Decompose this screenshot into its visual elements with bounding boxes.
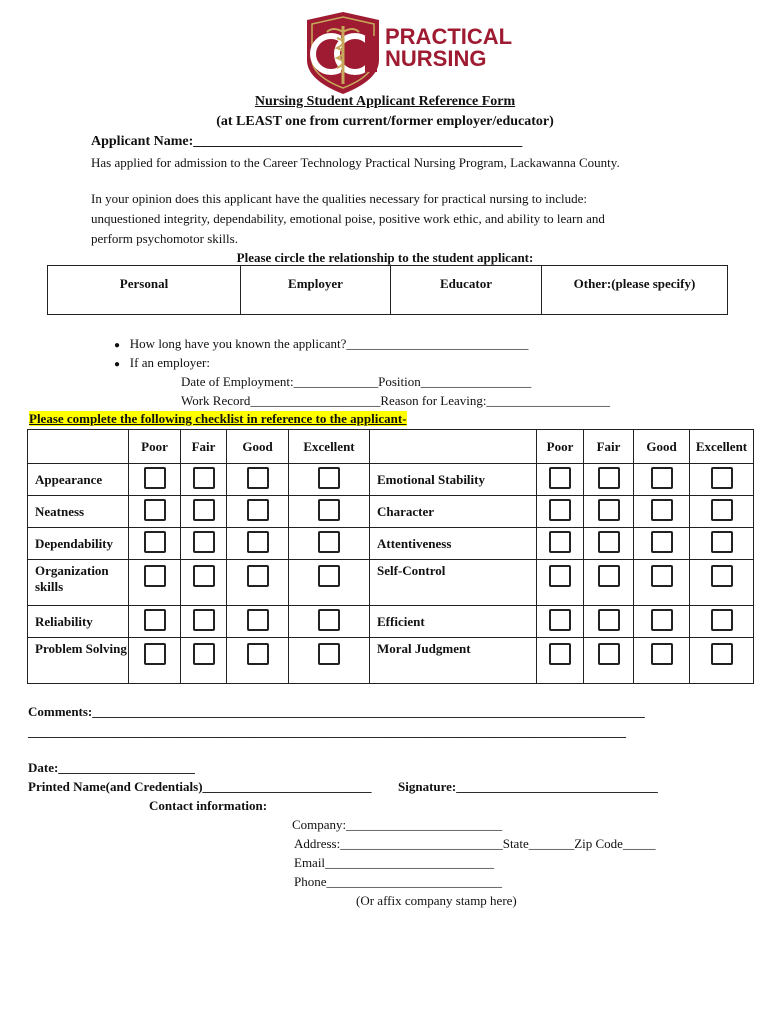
- checkbox-dependability-poor[interactable]: [144, 531, 166, 553]
- checkbox-appearance-excellent[interactable]: [318, 467, 340, 489]
- header-blank: [370, 430, 537, 464]
- checklist-row: [28, 528, 754, 560]
- checkbox-appearance-poor[interactable]: [144, 467, 166, 489]
- opinion-line-2: unquestioned integrity, dependability, emotional poise, positive work ethic, and ability to learn and: [91, 211, 605, 226]
- checkbox-self-control-poor[interactable]: [549, 565, 571, 587]
- bullet-if-employer: [114, 355, 210, 371]
- trait-attentiveness: Attentiveness: [370, 528, 537, 560]
- logo-line1: PRACTICAL: [385, 24, 513, 49]
- trait-appearance: Appearance: [28, 464, 129, 496]
- checkbox-efficient-excellent[interactable]: [711, 609, 733, 631]
- trait-self-control: Self-Control: [370, 560, 537, 606]
- address-field[interactable]: Address:_________________________State_______Zip Code_____: [294, 836, 656, 851]
- printed-name-field[interactable]: Printed Name(and Credentials)__________________________: [28, 779, 372, 794]
- opinion-line-1: In your opinion does this applicant have the qualities necessary for practical nursing to include:: [91, 191, 588, 206]
- header-fair: Fair: [584, 430, 634, 464]
- checkbox-self-control-good[interactable]: [651, 565, 673, 587]
- logo-line2: NURSING: [385, 46, 487, 71]
- header-excellent: Excellent: [289, 430, 370, 464]
- checkbox-moral-judgment-poor[interactable]: [549, 643, 571, 665]
- checkbox-dependability-good[interactable]: [247, 531, 269, 553]
- checkbox-problem-solving-excellent[interactable]: [318, 643, 340, 665]
- checkbox-moral-judgment-fair[interactable]: [598, 643, 620, 665]
- header-excellent: Excellent: [690, 430, 754, 464]
- checkbox-moral-judgment-good[interactable]: [651, 643, 673, 665]
- checklist-header-row: [28, 430, 754, 464]
- signature-field[interactable]: Signature:_______________________________: [398, 779, 658, 794]
- program-logo: [303, 12, 513, 94]
- comments-line-2[interactable]: ____________________________________________________________________________________________: [28, 724, 626, 739]
- if-employer-label: If an employer:: [129, 355, 210, 370]
- checkbox-attentiveness-good[interactable]: [651, 531, 673, 553]
- checkbox-reliability-excellent[interactable]: [318, 609, 340, 631]
- date-of-employment-field[interactable]: Date of Employment:_____________Position_________________: [181, 374, 532, 389]
- checkbox-dependability-fair[interactable]: [193, 531, 215, 553]
- checklist-row: [28, 638, 754, 684]
- checklist-row: [28, 606, 754, 638]
- checkbox-efficient-poor[interactable]: [549, 609, 571, 631]
- checkbox-self-control-fair[interactable]: [598, 565, 620, 587]
- checklist-row: [28, 464, 754, 496]
- checkbox-organization-skills-good[interactable]: [247, 565, 269, 587]
- date-field[interactable]: Date:_____________________: [28, 760, 195, 775]
- relationship-educator[interactable]: Educator: [391, 266, 542, 315]
- checklist-heading: Please complete the following checklist in reference to the applicant-: [29, 411, 407, 426]
- checkbox-character-fair[interactable]: [598, 499, 620, 521]
- header-blank: [28, 430, 129, 464]
- trait-reliability: Reliability: [28, 606, 129, 638]
- checkbox-self-control-excellent[interactable]: [711, 565, 733, 587]
- checkbox-emotional-stability-good[interactable]: [651, 467, 673, 489]
- checkbox-efficient-good[interactable]: [651, 609, 673, 631]
- trait-efficient: Efficient: [370, 606, 537, 638]
- relationship-prompt: Please circle the relationship to the student applicant:: [236, 250, 534, 265]
- bullet-icon: ●: [114, 340, 121, 351]
- contact-info-label: Contact information:: [149, 798, 268, 813]
- checkbox-moral-judgment-excellent[interactable]: [711, 643, 733, 665]
- form-subtitle: (at LEAST one from current/former employer/educator): [216, 114, 554, 129]
- trait-neatness: Neatness: [28, 496, 129, 528]
- bullet-how-long: [114, 336, 528, 352]
- checkbox-organization-skills-excellent[interactable]: [318, 565, 340, 587]
- company-field[interactable]: Company:________________________: [292, 817, 503, 832]
- phone-field[interactable]: Phone___________________________: [294, 874, 502, 889]
- relationship-employer[interactable]: Employer: [241, 266, 391, 315]
- company-stamp-note: (Or affix company stamp here): [356, 893, 517, 908]
- checklist-table: [27, 429, 754, 684]
- checkbox-reliability-good[interactable]: [247, 609, 269, 631]
- checkbox-attentiveness-poor[interactable]: [549, 531, 571, 553]
- relationship-personal[interactable]: Personal: [48, 266, 241, 315]
- trait-emotional-stability: Emotional Stability: [370, 464, 537, 496]
- checkbox-character-excellent[interactable]: [711, 499, 733, 521]
- checkbox-attentiveness-fair[interactable]: [598, 531, 620, 553]
- comments-field[interactable]: Comments:_____________________________________________________________________________________: [28, 704, 645, 719]
- checkbox-organization-skills-poor[interactable]: [144, 565, 166, 587]
- header-poor: Poor: [129, 430, 181, 464]
- checkbox-character-good[interactable]: [651, 499, 673, 521]
- checkbox-problem-solving-fair[interactable]: [193, 643, 215, 665]
- how-long-field[interactable]: How long have you known the applicant?____________________________: [129, 336, 529, 351]
- checkbox-emotional-stability-fair[interactable]: [598, 467, 620, 489]
- ctc-shield-icon: [303, 12, 513, 94]
- checkbox-neatness-fair[interactable]: [193, 499, 215, 521]
- header-good: Good: [227, 430, 289, 464]
- checkbox-appearance-fair[interactable]: [193, 467, 215, 489]
- checkbox-character-poor[interactable]: [549, 499, 571, 521]
- checklist-row: [28, 496, 754, 528]
- checkbox-neatness-good[interactable]: [247, 499, 269, 521]
- trait-dependability: Dependability: [28, 528, 129, 560]
- checkbox-organization-skills-fair[interactable]: [193, 565, 215, 587]
- admission-text: Has applied for admission to the Career Technology Practical Nursing Program, Lackawanna County.: [91, 155, 620, 170]
- relationship-other[interactable]: Other:(please specify): [542, 266, 728, 315]
- checkbox-reliability-poor[interactable]: [144, 609, 166, 631]
- checkbox-appearance-good[interactable]: [247, 467, 269, 489]
- trait-problem-solving: Problem Solving: [28, 638, 129, 684]
- checkbox-neatness-excellent[interactable]: [318, 499, 340, 521]
- checkbox-emotional-stability-excellent[interactable]: [711, 467, 733, 489]
- checkbox-dependability-excellent[interactable]: [318, 531, 340, 553]
- checkbox-problem-solving-poor[interactable]: [144, 643, 166, 665]
- checkbox-reliability-fair[interactable]: [193, 609, 215, 631]
- checkbox-emotional-stability-poor[interactable]: [549, 467, 571, 489]
- checkbox-attentiveness-excellent[interactable]: [711, 531, 733, 553]
- header-good: Good: [634, 430, 690, 464]
- trait-character: Character: [370, 496, 537, 528]
- header-poor: Poor: [537, 430, 584, 464]
- work-record-field[interactable]: Work Record____________________Reason for Leaving:___________________: [181, 393, 610, 408]
- email-field[interactable]: Email__________________________: [294, 855, 495, 870]
- checkbox-problem-solving-good[interactable]: [247, 643, 269, 665]
- opinion-line-3: perform psychomotor skills.: [91, 231, 238, 246]
- trait-moral-judgment: Moral Judgment: [370, 638, 537, 684]
- checkbox-neatness-poor[interactable]: [144, 499, 166, 521]
- applicant-name-field[interactable]: Applicant Name:_______________________________________________: [91, 134, 523, 149]
- header-fair: Fair: [181, 430, 227, 464]
- relationship-table: [47, 265, 728, 315]
- form-title: Nursing Student Applicant Reference Form: [254, 94, 516, 109]
- bullet-icon: ●: [114, 359, 121, 370]
- trait-organization-skills: Organization skills: [28, 560, 129, 606]
- checklist-row: [28, 560, 754, 606]
- checkbox-efficient-fair[interactable]: [598, 609, 620, 631]
